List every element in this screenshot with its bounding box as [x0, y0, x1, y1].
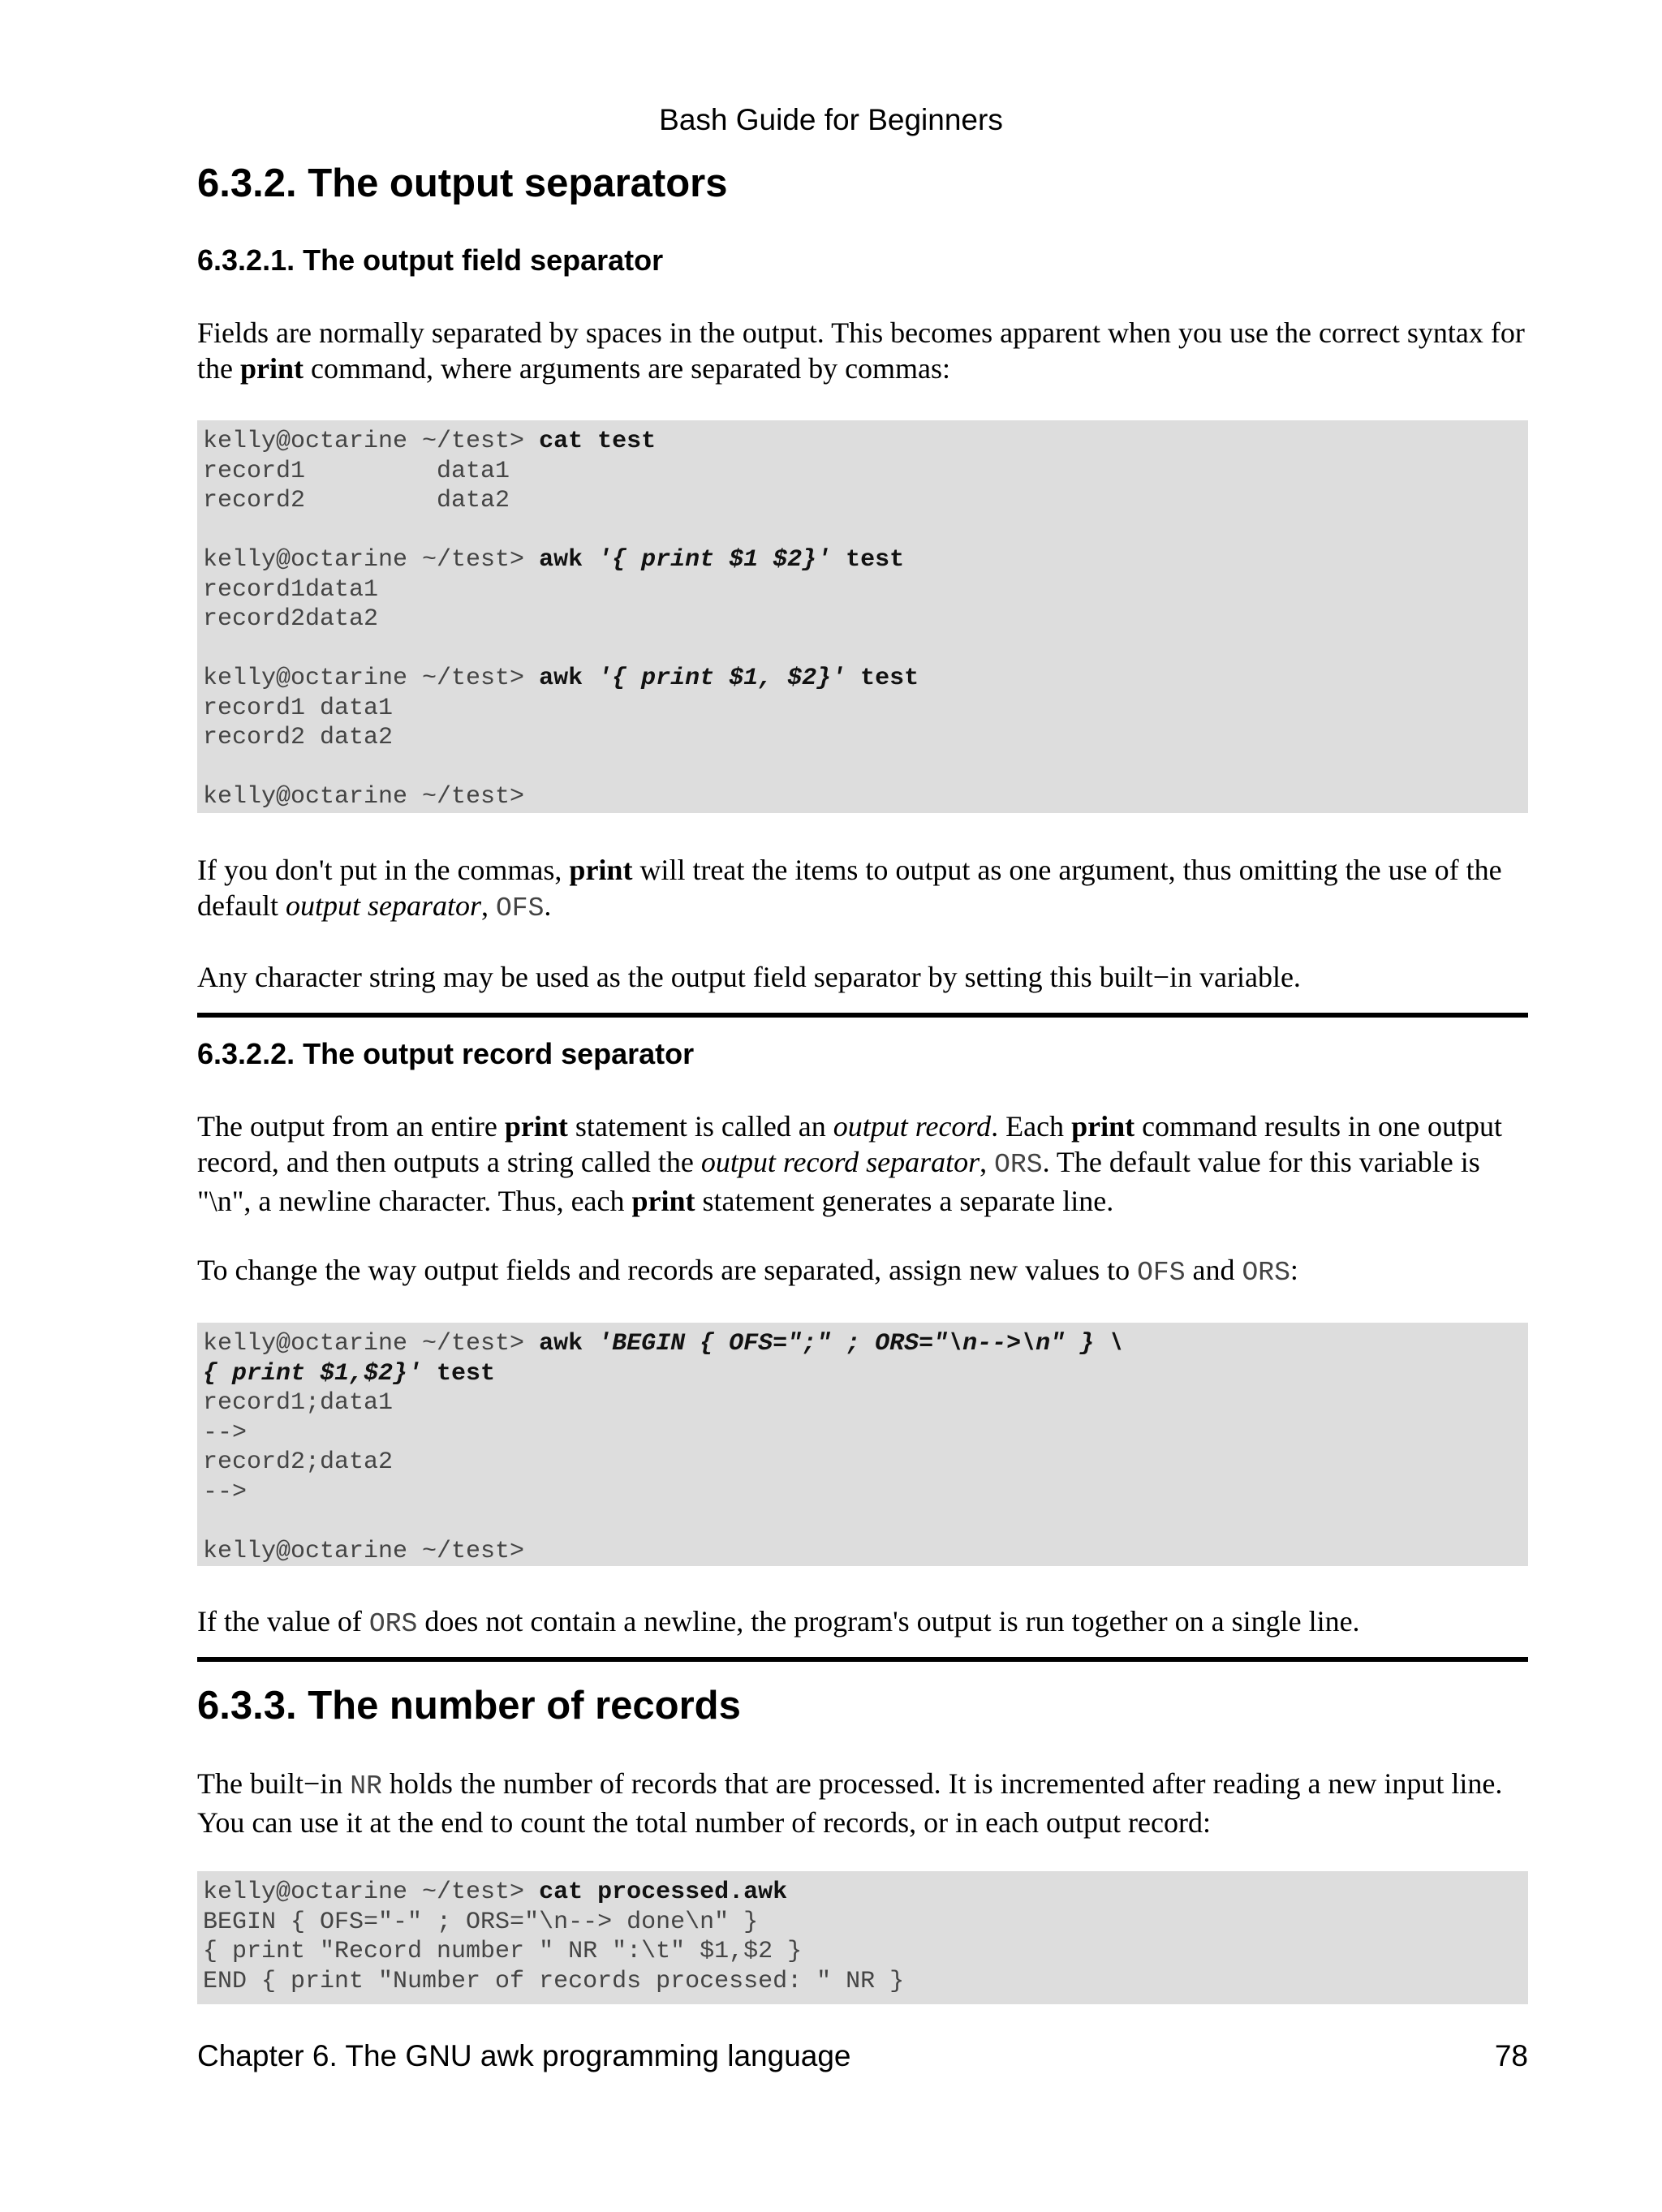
footer-chapter-title: Chapter 6. The GNU awk programming language: [197, 2039, 851, 2072]
code-line: record2 data2: [203, 487, 510, 514]
code-line: BEGIN { OFS="-" ; ORS="\n--> done\n" }: [203, 1908, 759, 1936]
paragraph-record-separator-intro: The output from an entire print statement is called an output record. Each print command results in one output record, and then outputs a string called the output record separator, ORS. The default value for this variable is "\n", a newline character. Thus, each print statement generates a separate line.: [197, 1110, 1503, 1217]
code-line: kelly@octarine ~/test>: [203, 783, 540, 811]
section-title-6-3-3: 6.3.3. The number of records: [197, 1684, 741, 1728]
code-line-blank: [203, 635, 1528, 665]
code-block-processed-awk: [197, 1871, 1528, 2004]
code-line: record2;data2: [203, 1448, 394, 1476]
section-divider: [197, 1013, 1528, 1018]
code-line: record1 data1: [203, 457, 510, 485]
footer-page-number: 78: [1494, 2039, 1528, 2072]
code-line-blank: [203, 753, 1528, 783]
paragraph-nr-intro: The built−in NR holds the number of records that are processed. It is incremented after reading a new input line. You can use it at the end to count the total number of records, or in each output record:: [197, 1767, 1503, 1839]
paragraph-field-separator-intro: Fields are normally separated by spaces in the output. This becomes apparent when you use the correct syntax for the print command, where arguments are separated by commas:: [197, 316, 1525, 385]
code-line: kelly@octarine ~/test> cat processed.awk: [203, 1878, 788, 1906]
subsection-title-6-3-2-2: 6.3.2.2. The output record separator: [197, 1037, 695, 1070]
code-line: kelly@octarine ~/test>: [203, 1537, 540, 1565]
code-line: -->: [203, 1478, 248, 1506]
code-line: -->: [203, 1418, 248, 1447]
paragraph-ors-newline-note: If the value of ORS does not contain a newline, the program's output is run together on a single line.: [197, 1605, 1360, 1639]
code-line: kelly@octarine ~/test> awk '{ print $1 $2}' test: [203, 546, 905, 574]
code-line: { print "Record number " NR ":\t" $1,$2 }: [203, 1938, 803, 1965]
code-line: END { print "Number of records processed: " NR }: [203, 1967, 905, 1995]
code-line: record1data1: [203, 575, 379, 604]
code-block-field-separator: [197, 420, 1528, 813]
paragraph-commas-note: If you don't put in the commas, print will treat the items to output as one argument, thus omitting the use of the default output separator, OFS.: [197, 854, 1502, 923]
code-line: record1 data1: [203, 694, 394, 722]
section-divider: [197, 1657, 1528, 1662]
code-line: record2 data2: [203, 724, 394, 751]
running-header: Bash Guide for Beginners: [659, 103, 1003, 136]
code-line: record1;data1: [203, 1389, 394, 1417]
code-line: kelly@octarine ~/test> cat test: [203, 428, 657, 455]
code-line: kelly@octarine ~/test> awk 'BEGIN { OFS=";" ; ORS="\n-->\n" } \: [203, 1330, 1124, 1358]
section-title-6-3-2: 6.3.2. The output separators: [197, 161, 728, 205]
code-line: { print $1,$2}' test: [203, 1359, 496, 1388]
code-line-blank: [203, 1507, 1528, 1537]
code-line: kelly@octarine ~/test> awk '{ print $1, $2}' test: [203, 665, 919, 692]
paragraph-any-string: Any character string may be used as the output field separator by setting this built−in variable.: [197, 961, 1301, 993]
code-block-record-separator: [197, 1323, 1528, 1566]
code-line-blank: [203, 516, 1528, 546]
code-line: record2data2: [203, 605, 379, 633]
subsection-title-6-3-2-1: 6.3.2.1. The output field separator: [197, 243, 664, 277]
paragraph-change-separators: To change the way output fields and records are separated, assign new values to OFS and ORS:: [197, 1254, 1298, 1288]
